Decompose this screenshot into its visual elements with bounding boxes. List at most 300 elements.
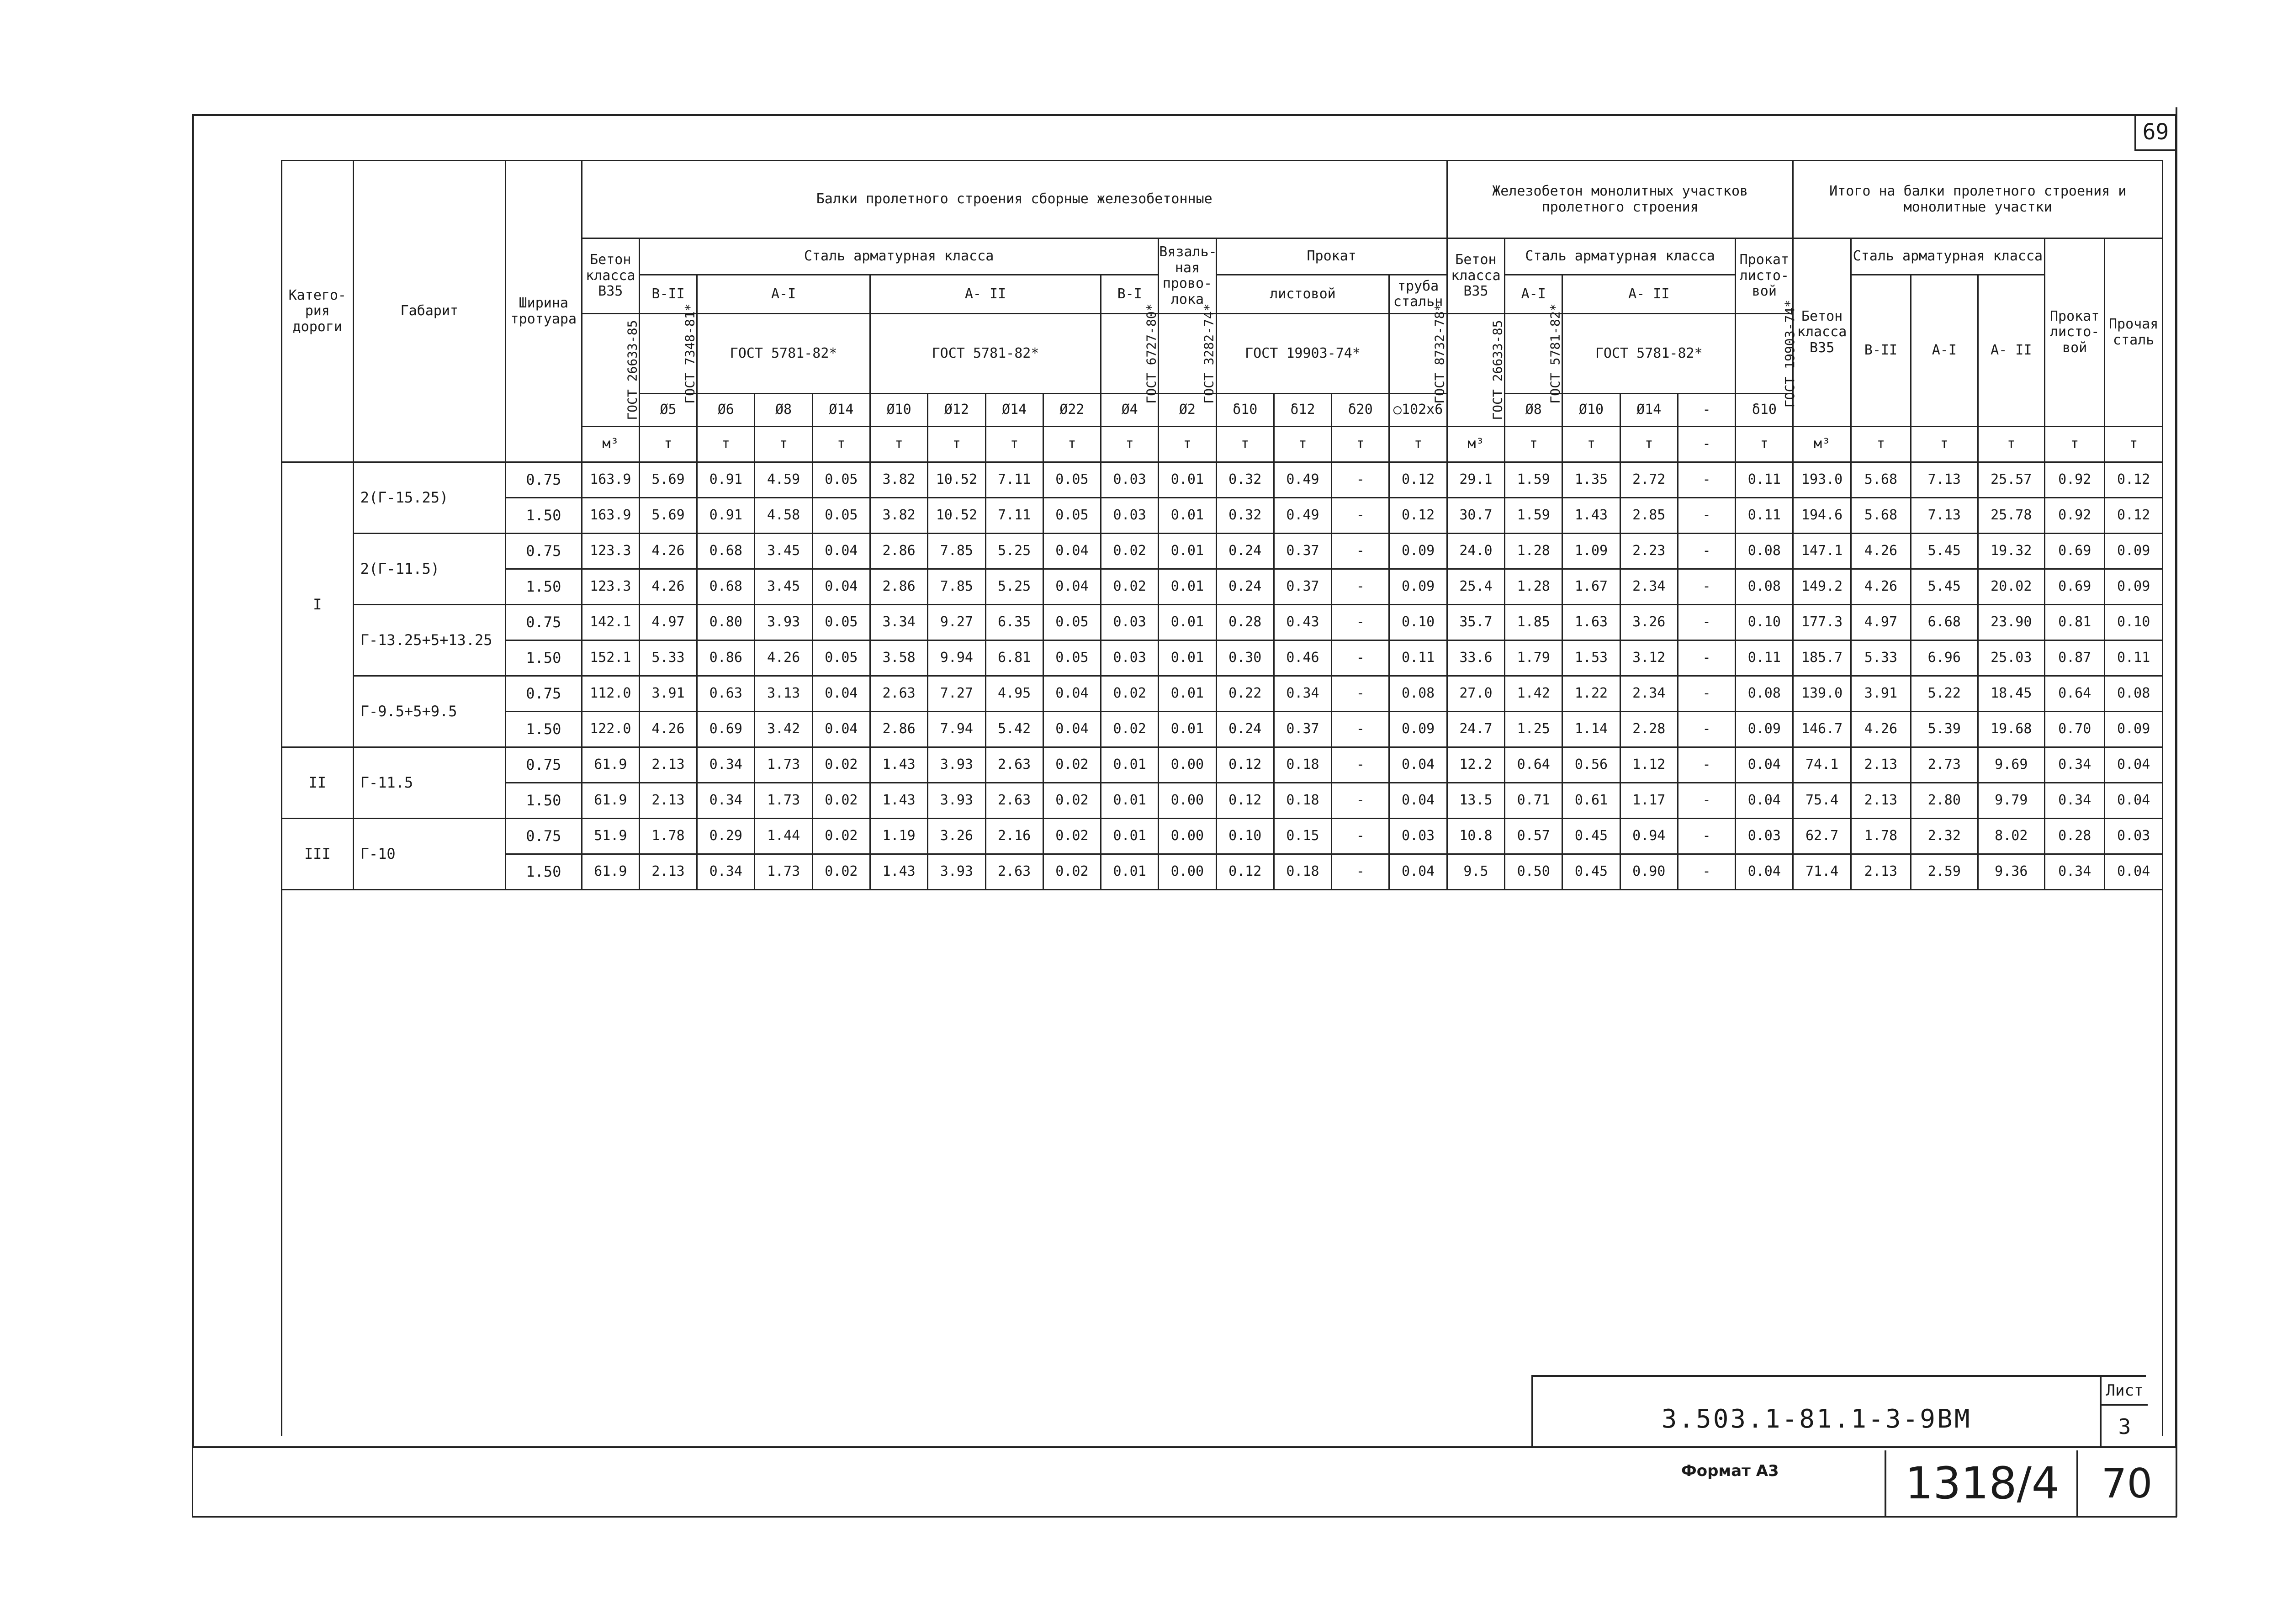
unit-t: т xyxy=(812,427,870,462)
quantity-cell: 0.92 xyxy=(2045,462,2105,498)
quantity-cell: 0.00 xyxy=(1159,783,1216,819)
quantity-cell: 29.1 xyxy=(1447,462,1504,498)
quantity-cell: 3.12 xyxy=(1620,640,1678,676)
quantity-cell: 2.63 xyxy=(985,783,1043,819)
quantity-cell: - xyxy=(1332,676,1389,712)
quantity-cell: 0.03 xyxy=(1101,498,1159,534)
header-sidewalk-width: Ширина тротуара xyxy=(505,161,582,462)
quantity-cell: 7.11 xyxy=(985,462,1043,498)
quantity-cell: 5.68 xyxy=(1851,462,1911,498)
quantity-cell: 0.81 xyxy=(2045,605,2105,640)
quantity-cell: 0.69 xyxy=(2045,569,2105,605)
table-row xyxy=(282,854,2163,890)
quantity-cell: 123.3 xyxy=(582,534,639,569)
quantity-cell: 0.01 xyxy=(1101,854,1159,890)
quantity-cell: 19.32 xyxy=(1978,534,2044,569)
quantity-cell: 61.9 xyxy=(582,854,639,890)
quantity-cell: 0.02 xyxy=(1101,534,1159,569)
quantity-cell: 1.28 xyxy=(1505,534,1562,569)
copy-box xyxy=(2076,1450,2176,1517)
quantity-cell: 0.04 xyxy=(1736,747,1793,783)
quantity-cell: 2.13 xyxy=(1851,747,1911,783)
quantity-cell: 3.91 xyxy=(1851,676,1911,712)
quantity-cell: 1.85 xyxy=(1505,605,1562,640)
quantity-cell: 0.24 xyxy=(1216,569,1274,605)
header-d5: Ø5 xyxy=(639,394,697,427)
quantity-cell: 139.0 xyxy=(1793,676,1851,712)
quantity-cell: 0.04 xyxy=(1736,783,1793,819)
header-d2: Ø2 xyxy=(1159,394,1216,427)
quantity-cell: - xyxy=(1678,569,1735,605)
header-monolith-d8: Ø8 xyxy=(1505,394,1562,427)
quantity-cell: 10.52 xyxy=(928,462,985,498)
quantity-cell: 7.11 xyxy=(985,498,1043,534)
sheet-number: 3 xyxy=(2118,1414,2131,1439)
quantity-cell: 0.68 xyxy=(697,534,755,569)
quantity-cell: 1.59 xyxy=(1505,462,1562,498)
quantity-cell: 0.34 xyxy=(2045,783,2105,819)
quantity-cell: 74.1 xyxy=(1793,747,1851,783)
quantity-cell: 3.93 xyxy=(928,747,985,783)
header-total-other-steel: Прочая сталь xyxy=(2105,238,2163,427)
quantity-cell: 0.10 xyxy=(1389,605,1447,640)
quantity-cell: - xyxy=(1678,819,1735,854)
header-monolith-t10: δ10 xyxy=(1736,394,1793,427)
quantity-cell: 0.08 xyxy=(2105,676,2163,712)
quantity-cell: 2.32 xyxy=(1911,819,1978,854)
quantity-cell: 0.09 xyxy=(1389,712,1447,747)
quantity-cell: 20.02 xyxy=(1978,569,2044,605)
header-gost-19903: ГОСТ 19903-74* xyxy=(1216,314,1389,394)
quantity-cell: 0.01 xyxy=(1101,747,1159,783)
quantity-cell: 0.04 xyxy=(1389,783,1447,819)
quantity-cell: 7.13 xyxy=(1911,498,1978,534)
quantity-cell: 5.45 xyxy=(1911,534,1978,569)
quantity-cell: 5.42 xyxy=(985,712,1043,747)
header-gost-8732: ГОСТ 8732-78* xyxy=(1432,303,1447,404)
quantity-cell: 0.01 xyxy=(1101,819,1159,854)
quantity-cell: 4.59 xyxy=(755,462,812,498)
quantity-cell: 0.09 xyxy=(2105,569,2163,605)
quantity-cell: 2.13 xyxy=(639,783,697,819)
quantity-cell: 2.13 xyxy=(639,854,697,890)
quantity-cell: 1.73 xyxy=(755,783,812,819)
page-number: 69 xyxy=(2134,114,2176,151)
quantity-cell: 1.59 xyxy=(1505,498,1562,534)
quantity-cell: - xyxy=(1332,854,1389,890)
quantity-cell: 0.04 xyxy=(812,534,870,569)
sidewalk-width-cell: 0.75 xyxy=(505,605,582,640)
quantity-cell: 1.14 xyxy=(1562,712,1620,747)
quantity-cell: 1.43 xyxy=(870,783,927,819)
unit-t: т xyxy=(2045,427,2105,462)
header-monolith-class-a2: А- II xyxy=(1562,275,1736,314)
unit-t: т xyxy=(1216,427,1274,462)
unit-t: т xyxy=(697,427,755,462)
outer-frame-left-line xyxy=(192,114,193,1517)
gabarit-cell: Г-13.25+5+13.25 xyxy=(353,605,505,676)
quantity-cell: 0.12 xyxy=(1389,498,1447,534)
quantity-cell: 0.01 xyxy=(1159,712,1216,747)
quantity-cell: 2.85 xyxy=(1620,498,1678,534)
quantity-cell: 3.45 xyxy=(755,534,812,569)
header-gost-26633: ГОСТ 26633-85 xyxy=(625,320,640,420)
quantity-cell: 0.12 xyxy=(1216,783,1274,819)
quantity-cell: 10.52 xyxy=(928,498,985,534)
table-row xyxy=(282,819,2163,854)
quantity-cell: 0.34 xyxy=(697,783,755,819)
quantity-cell: 7.27 xyxy=(928,676,985,712)
table-row xyxy=(282,783,2163,819)
quantity-cell: 2.80 xyxy=(1911,783,1978,819)
header-total-rolled-sheet: Прокат листо-вой xyxy=(2045,238,2105,427)
quantity-cell: 18.45 xyxy=(1978,676,2044,712)
quantity-cell: 1.12 xyxy=(1620,747,1678,783)
quantity-cell: 0.32 xyxy=(1216,462,1274,498)
header-total-concrete-b35: Бетон класса В35 xyxy=(1793,238,1851,427)
header-d8: Ø8 xyxy=(755,394,812,427)
quantity-cell: 0.50 xyxy=(1505,854,1562,890)
quantity-cell: 1.43 xyxy=(870,854,927,890)
quantity-cell: 0.05 xyxy=(812,605,870,640)
quantity-cell: 142.1 xyxy=(582,605,639,640)
quantity-cell: 5.69 xyxy=(639,462,697,498)
quantity-cell: 0.09 xyxy=(1736,712,1793,747)
unit-t: т xyxy=(755,427,812,462)
quantity-cell: 1.73 xyxy=(755,854,812,890)
quantity-cell: 147.1 xyxy=(1793,534,1851,569)
quantity-cell: 4.58 xyxy=(755,498,812,534)
quantity-cell: 2.23 xyxy=(1620,534,1678,569)
quantity-cell: 9.79 xyxy=(1978,783,2044,819)
unit-m3: м³ xyxy=(582,427,639,462)
quantity-cell: 7.85 xyxy=(928,569,985,605)
quantity-cell: 0.08 xyxy=(1736,569,1793,605)
quantity-cell: - xyxy=(1678,462,1735,498)
quantity-cell: 0.68 xyxy=(697,569,755,605)
quantity-cell: 1.53 xyxy=(1562,640,1620,676)
quantity-cell: 0.64 xyxy=(1505,747,1562,783)
quantity-cell: 0.91 xyxy=(697,462,755,498)
inventory-number: 1318/4 xyxy=(1905,1458,2060,1509)
quantity-cell: 177.3 xyxy=(1793,605,1851,640)
header-concrete-b35: Бетон класса В35 xyxy=(582,238,639,314)
quantity-cell: 4.26 xyxy=(639,569,697,605)
quantity-cell: - xyxy=(1332,640,1389,676)
header-d14-a2: Ø14 xyxy=(985,394,1043,427)
quantity-cell: - xyxy=(1332,569,1389,605)
gabarit-cell: Г-9.5+5+9.5 xyxy=(353,676,505,747)
quantity-cell: 0.10 xyxy=(1736,605,1793,640)
header-monolithic-sections: Железобетон монолитных участков пролетного строения xyxy=(1447,161,1793,238)
quantity-cell: 0.05 xyxy=(1043,498,1101,534)
quantity-cell: - xyxy=(1332,747,1389,783)
quantity-cell: 0.00 xyxy=(1159,854,1216,890)
quantity-cell: 0.49 xyxy=(1274,498,1331,534)
unit-dash: - xyxy=(1678,427,1735,462)
quantity-cell: 5.39 xyxy=(1911,712,1978,747)
unit-t: т xyxy=(1159,427,1216,462)
quantity-cell: 0.86 xyxy=(697,640,755,676)
quantity-cell: 0.04 xyxy=(1043,534,1101,569)
header-rebar-steel-class: Сталь арматурная класса xyxy=(639,238,1158,275)
header-tie-wire: Вязаль-ная прово-лока xyxy=(1159,238,1216,314)
table-row xyxy=(282,498,2163,534)
quantity-cell: 0.04 xyxy=(2105,783,2163,819)
quantity-cell: - xyxy=(1678,676,1735,712)
quantity-cell: - xyxy=(1678,854,1735,890)
header-t20: δ20 xyxy=(1332,394,1389,427)
sidewalk-width-cell: 0.75 xyxy=(505,819,582,854)
quantity-cell: 0.05 xyxy=(1043,640,1101,676)
quantity-cell: 0.71 xyxy=(1505,783,1562,819)
header-category: Катего-рия дороги xyxy=(282,161,354,462)
quantity-cell: 152.1 xyxy=(582,640,639,676)
quantity-cell: 0.01 xyxy=(1159,569,1216,605)
header-class-a2: А- II xyxy=(870,275,1101,314)
header-d4: Ø4 xyxy=(1101,394,1159,427)
quantity-cell: 1.09 xyxy=(1562,534,1620,569)
quantity-cell: 0.12 xyxy=(2105,498,2163,534)
materials-quantity-table xyxy=(281,160,2163,1436)
table-row xyxy=(282,676,2163,712)
quantity-cell: 0.32 xyxy=(1216,498,1274,534)
quantity-cell: - xyxy=(1678,498,1735,534)
header-total-class-a2: А- II xyxy=(1978,275,2044,427)
quantity-cell: 0.34 xyxy=(1274,676,1331,712)
quantity-cell: 1.63 xyxy=(1562,605,1620,640)
sidewalk-width-cell: 0.75 xyxy=(505,534,582,569)
quantity-cell: - xyxy=(1332,462,1389,498)
header-total-steel-class: Сталь арматурная класса xyxy=(1851,238,2044,275)
quantity-cell: 3.58 xyxy=(870,640,927,676)
quantity-cell: 6.68 xyxy=(1911,605,1978,640)
quantity-cell: 0.11 xyxy=(1389,640,1447,676)
quantity-cell: 3.45 xyxy=(755,569,812,605)
quantity-cell: 2.13 xyxy=(639,747,697,783)
sidewalk-width-cell: 1.50 xyxy=(505,854,582,890)
header-d10: Ø10 xyxy=(870,394,927,427)
quantity-cell: 9.36 xyxy=(1978,854,2044,890)
quantity-cell: 0.04 xyxy=(1389,747,1447,783)
quantity-cell: 8.02 xyxy=(1978,819,2044,854)
quantity-cell: 0.34 xyxy=(697,854,755,890)
unit-t: т xyxy=(2105,427,2163,462)
quantity-cell: 2.86 xyxy=(870,712,927,747)
quantity-cell: 0.03 xyxy=(1101,640,1159,676)
quantity-cell: 0.92 xyxy=(2045,498,2105,534)
quantity-cell: 0.05 xyxy=(812,498,870,534)
sidewalk-width-cell: 1.50 xyxy=(505,498,582,534)
title-block xyxy=(1531,1375,2146,1448)
header-class-b1: В-I xyxy=(1101,275,1159,314)
quantity-cell: 0.02 xyxy=(812,783,870,819)
gabarit-cell: Г-11.5 xyxy=(353,747,505,819)
quantity-cell: 4.26 xyxy=(1851,569,1911,605)
road-category: I xyxy=(282,462,354,747)
quantity-cell: 0.00 xyxy=(1159,747,1216,783)
quantity-cell: 0.02 xyxy=(1043,819,1101,854)
quantity-cell: 0.10 xyxy=(1216,819,1274,854)
quantity-cell: 0.02 xyxy=(1043,854,1101,890)
quantity-cell: 122.0 xyxy=(582,712,639,747)
quantity-cell: 0.09 xyxy=(1389,534,1447,569)
quantity-cell: 75.4 xyxy=(1793,783,1851,819)
sidewalk-width-cell: 1.50 xyxy=(505,783,582,819)
header-d6: Ø6 xyxy=(697,394,755,427)
quantity-cell: 0.09 xyxy=(1389,569,1447,605)
header-d14: Ø14 xyxy=(812,394,870,427)
quantity-cell: 163.9 xyxy=(582,462,639,498)
quantity-cell: 0.04 xyxy=(2105,747,2163,783)
quantity-cell: 0.02 xyxy=(812,819,870,854)
header-d12: Ø12 xyxy=(928,394,985,427)
empty-table-area xyxy=(282,890,2163,1436)
quantity-cell: 0.03 xyxy=(1101,462,1159,498)
quantity-cell: 0.01 xyxy=(1159,605,1216,640)
quantity-cell: 0.46 xyxy=(1274,640,1331,676)
sidewalk-width-cell: 0.75 xyxy=(505,747,582,783)
quantity-cell: 2.63 xyxy=(870,676,927,712)
sidewalk-width-cell: 0.75 xyxy=(505,676,582,712)
quantity-cell: - xyxy=(1332,534,1389,569)
header-total-class-a1: А-I xyxy=(1911,275,1978,427)
header-monolith-d14: Ø14 xyxy=(1620,394,1678,427)
quantity-cell: 0.01 xyxy=(1101,783,1159,819)
quantity-cell: 5.69 xyxy=(639,498,697,534)
header-monolith-gost-26633: ГОСТ 26633-85 xyxy=(1490,320,1505,420)
quantity-cell: 0.08 xyxy=(1736,534,1793,569)
quantity-cell: 0.04 xyxy=(812,676,870,712)
quantity-cell: 9.94 xyxy=(928,640,985,676)
quantity-cell: 2.28 xyxy=(1620,712,1678,747)
quantity-cell: 61.9 xyxy=(582,747,639,783)
quantity-cell: 1.67 xyxy=(1562,569,1620,605)
unit-t: т xyxy=(1620,427,1678,462)
unit-t: т xyxy=(1101,427,1159,462)
header-totals: Итого на балки пролетного строения и монолитные участки xyxy=(1793,161,2163,238)
quantity-cell: 2.16 xyxy=(985,819,1043,854)
quantity-cell: 24.7 xyxy=(1447,712,1504,747)
quantity-cell: 5.33 xyxy=(639,640,697,676)
table-row xyxy=(282,747,2163,783)
quantity-cell: 51.9 xyxy=(582,819,639,854)
quantity-cell: 0.15 xyxy=(1274,819,1331,854)
sidewalk-width-cell: 1.50 xyxy=(505,712,582,747)
table-row xyxy=(282,640,2163,676)
quantity-cell: - xyxy=(1332,819,1389,854)
table-row xyxy=(282,534,2163,569)
quantity-cell: - xyxy=(1332,712,1389,747)
quantity-cell: 0.04 xyxy=(1043,676,1101,712)
quantity-cell: 9.5 xyxy=(1447,854,1504,890)
sidewalk-width-cell: 1.50 xyxy=(505,569,582,605)
quantity-cell: 1.42 xyxy=(1505,676,1562,712)
quantity-cell: 1.73 xyxy=(755,747,812,783)
quantity-cell: 4.26 xyxy=(1851,712,1911,747)
quantity-cell: 0.01 xyxy=(1159,534,1216,569)
quantity-cell: 35.7 xyxy=(1447,605,1504,640)
quantity-cell: 2.34 xyxy=(1620,569,1678,605)
quantity-cell: 0.02 xyxy=(1101,569,1159,605)
gabarit-cell: Г-10 xyxy=(353,819,505,890)
header-monolith-gost-5781-a2: ГОСТ 5781-82* xyxy=(1562,314,1736,394)
quantity-cell: 4.97 xyxy=(1851,605,1911,640)
quantity-cell: 10.8 xyxy=(1447,819,1504,854)
header-monolith-gost-5781: ГОСТ 5781-82* xyxy=(1547,303,1563,404)
quantity-cell: - xyxy=(1332,498,1389,534)
quantity-cell: 0.05 xyxy=(812,640,870,676)
quantity-cell: 1.17 xyxy=(1620,783,1678,819)
quantity-cell: 0.61 xyxy=(1562,783,1620,819)
quantity-cell: 0.04 xyxy=(1736,854,1793,890)
road-category: III xyxy=(282,819,354,890)
quantity-cell: 71.4 xyxy=(1793,854,1851,890)
quantity-cell: 185.7 xyxy=(1793,640,1851,676)
quantity-cell: 25.78 xyxy=(1978,498,2044,534)
header-gost-6727: ГОСТ 6727-80* xyxy=(1144,303,1159,404)
quantity-cell: 0.30 xyxy=(1216,640,1274,676)
quantity-cell: 0.04 xyxy=(1043,712,1101,747)
quantity-cell: 2.86 xyxy=(870,569,927,605)
quantity-cell: 2.34 xyxy=(1620,676,1678,712)
quantity-cell: 3.82 xyxy=(870,462,927,498)
quantity-cell: 3.82 xyxy=(870,498,927,534)
quantity-cell: 193.0 xyxy=(1793,462,1851,498)
document-code: 3.503.1-81.1-3-9ВМ xyxy=(1661,1404,1972,1434)
quantity-cell: 9.27 xyxy=(928,605,985,640)
quantity-cell: 0.03 xyxy=(1101,605,1159,640)
header-pipe-size: ○102x6 xyxy=(1389,394,1447,427)
quantity-cell: 0.02 xyxy=(1101,712,1159,747)
quantity-cell: 27.0 xyxy=(1447,676,1504,712)
sidewalk-width-cell: 1.50 xyxy=(505,640,582,676)
unit-t: т xyxy=(1389,427,1447,462)
quantity-cell: - xyxy=(1678,783,1735,819)
quantity-cell: 0.02 xyxy=(1043,783,1101,819)
quantity-cell: 149.2 xyxy=(1793,569,1851,605)
quantity-cell: 163.9 xyxy=(582,498,639,534)
quantity-cell: 0.01 xyxy=(1159,676,1216,712)
quantity-cell: 0.12 xyxy=(2105,462,2163,498)
quantity-cell: 0.43 xyxy=(1274,605,1331,640)
quantity-cell: 4.95 xyxy=(985,676,1043,712)
header-gost-3282: ГОСТ 3282-74* xyxy=(1201,303,1217,404)
quantity-cell: 0.08 xyxy=(1389,676,1447,712)
unit-t: т xyxy=(1274,427,1331,462)
quantity-cell: 0.04 xyxy=(1389,854,1447,890)
unit-t: т xyxy=(1736,427,1793,462)
quantity-cell: 13.5 xyxy=(1447,783,1504,819)
header-class-b2: В-II xyxy=(639,275,697,314)
quantity-cell: 3.42 xyxy=(755,712,812,747)
quantity-cell: 2.86 xyxy=(870,534,927,569)
header-monolith-rolled-sheet: Прокат листо-вой xyxy=(1736,238,1793,314)
quantity-cell: 0.09 xyxy=(2105,712,2163,747)
quantity-cell: 23.90 xyxy=(1978,605,2044,640)
quantity-cell: 2.72 xyxy=(1620,462,1678,498)
quantity-cell: 3.26 xyxy=(1620,605,1678,640)
sheet-label: Лист xyxy=(2102,1377,2148,1406)
quantity-cell: 2.63 xyxy=(985,747,1043,783)
quantity-cell: 24.0 xyxy=(1447,534,1504,569)
quantity-cell: 0.08 xyxy=(1736,676,1793,712)
header-d22: Ø22 xyxy=(1043,394,1101,427)
header-class-a1: А-I xyxy=(697,275,870,314)
quantity-cell: 7.13 xyxy=(1911,462,1978,498)
quantity-cell: 0.45 xyxy=(1562,854,1620,890)
quantity-cell: - xyxy=(1678,640,1735,676)
